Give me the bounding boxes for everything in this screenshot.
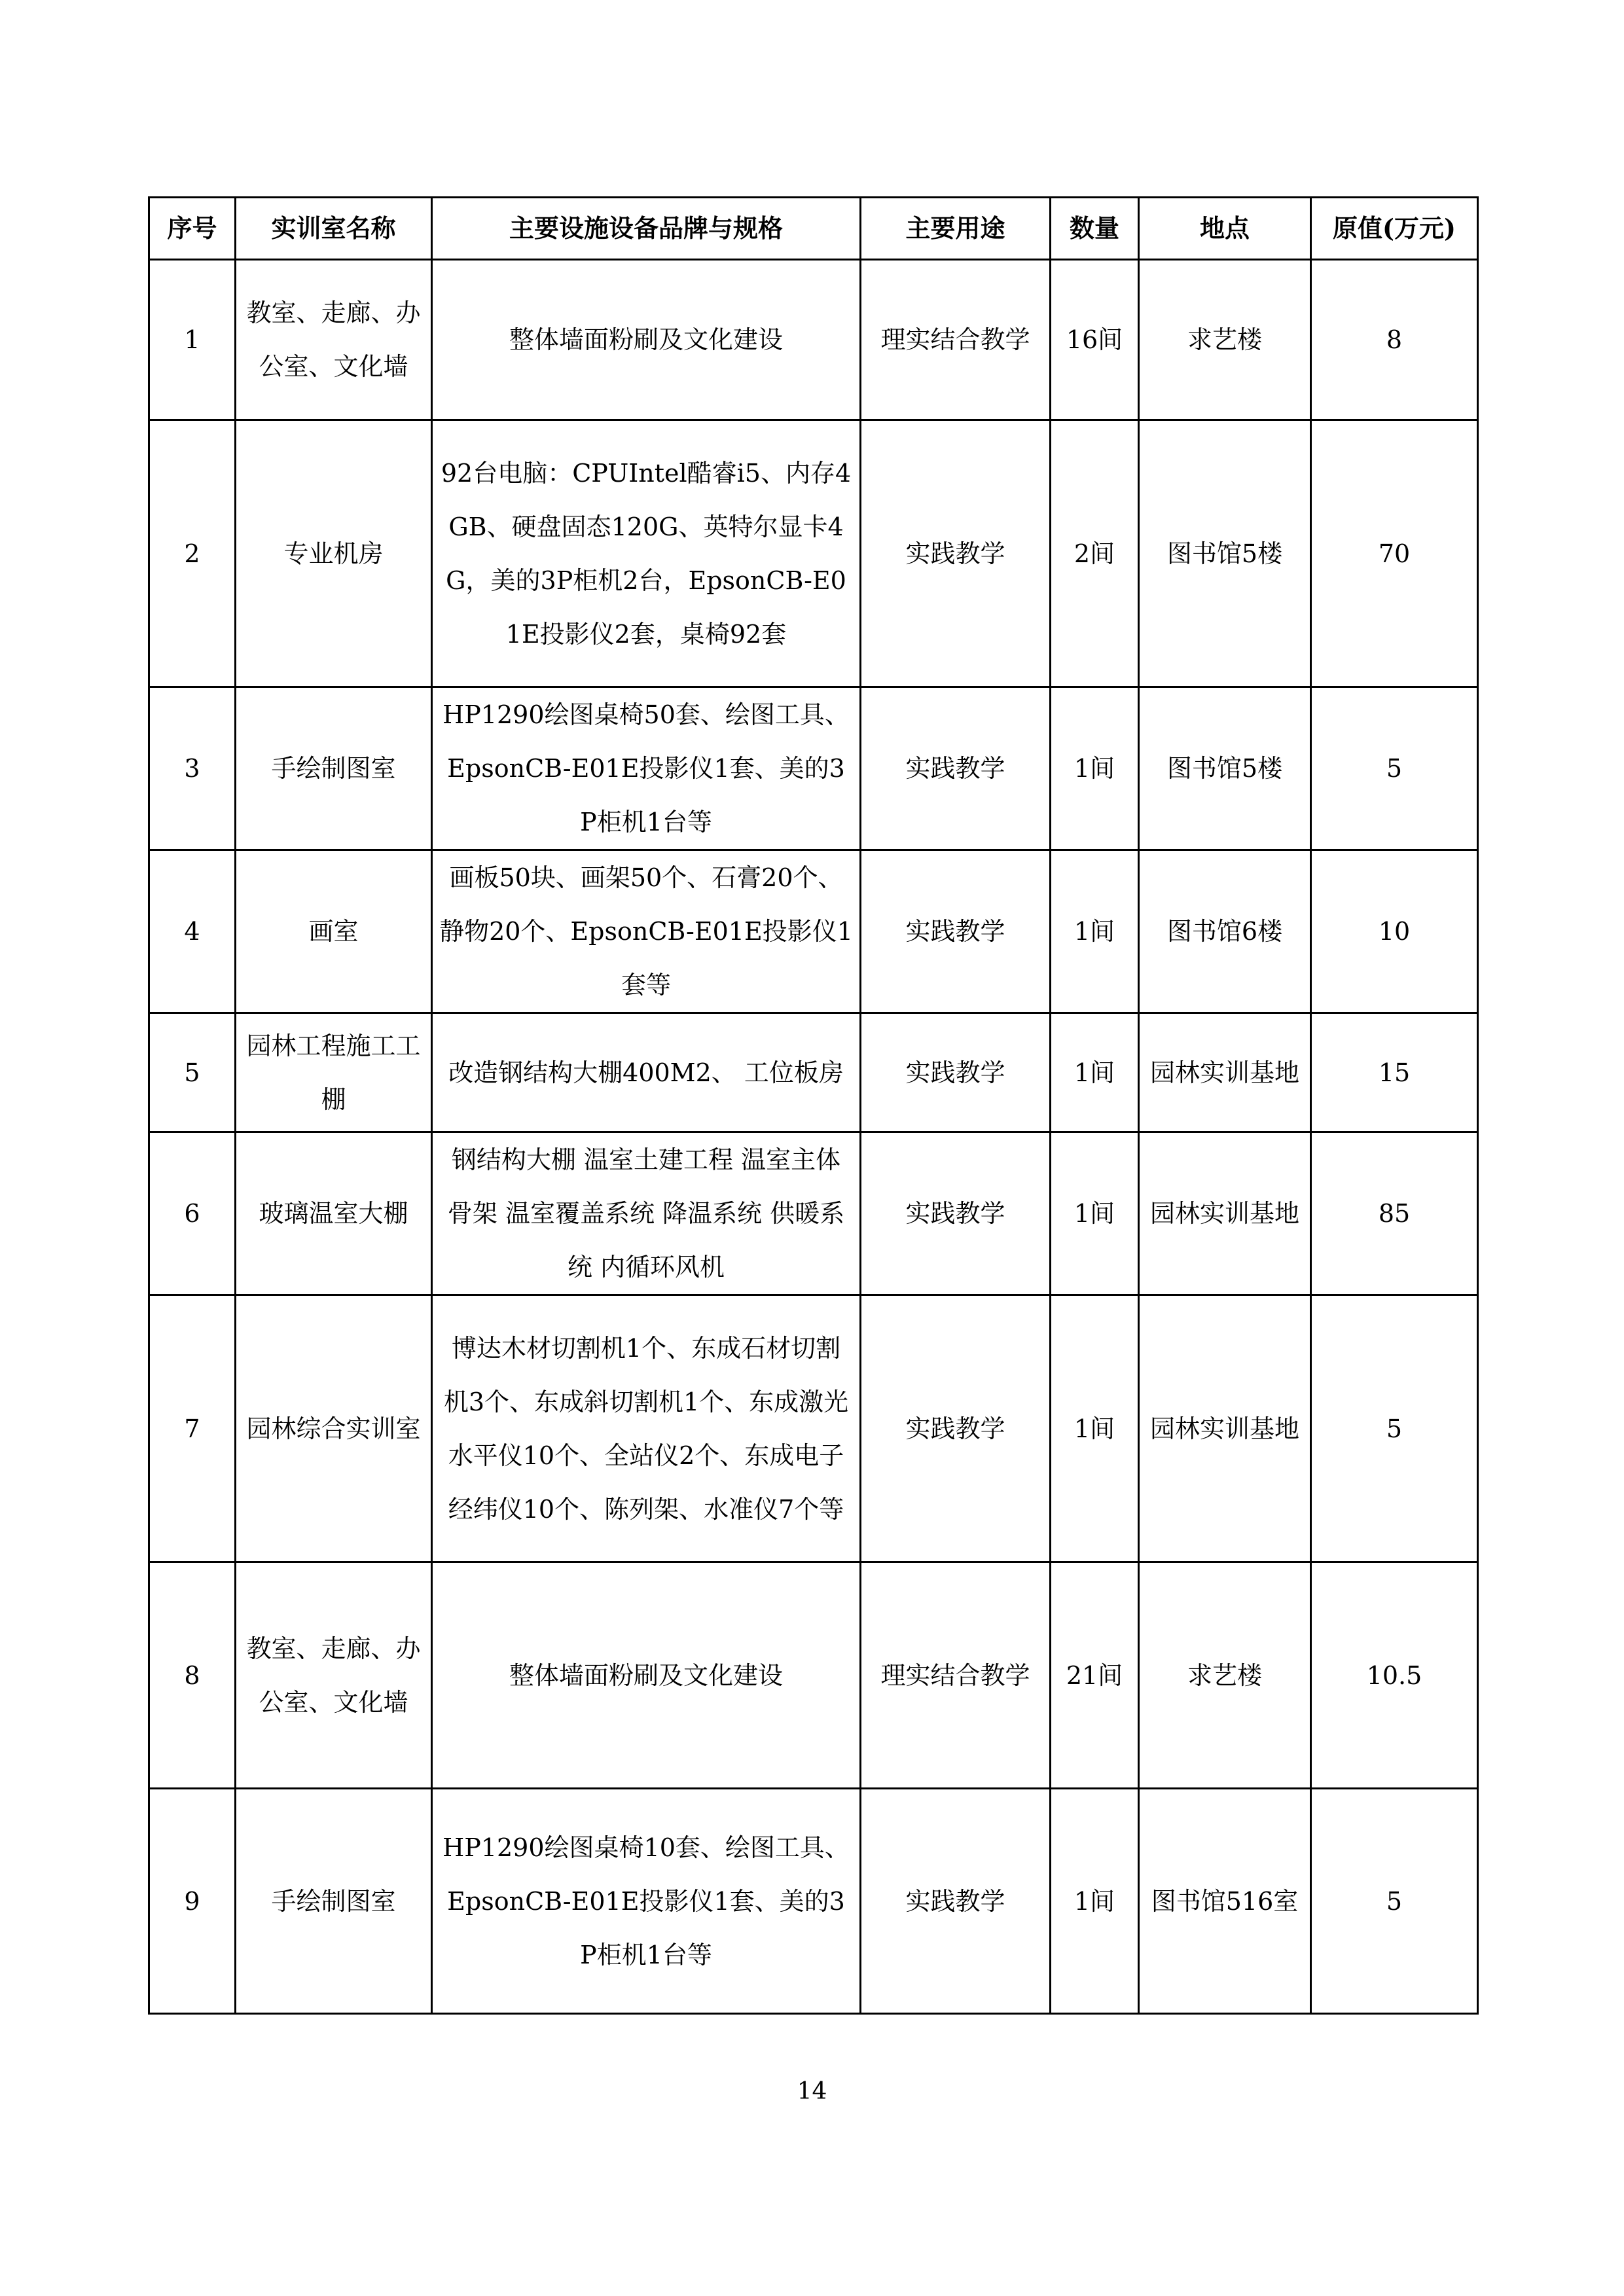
cell-purpose: 实践教学: [861, 1132, 1051, 1295]
cell-value: 5: [1311, 1789, 1478, 2014]
cell-room-name: 教室、走廊、办公室、文化墙: [236, 1562, 432, 1789]
training-room-table: [148, 196, 1479, 2015]
cell-quantity: 1间: [1051, 1789, 1139, 2014]
cell-location: 图书馆516室: [1139, 1789, 1311, 2014]
cell-no: 4: [149, 850, 236, 1013]
cell-equipment: 92台电脑：CPUIntel酷睿i5、内存4GB、硬盘固态120G、英特尔显卡4G，美的3P柜机2台，EpsonCB-E01E投影仪2套，桌椅92套: [432, 420, 861, 687]
cell-quantity: 1间: [1051, 850, 1139, 1013]
page-number: 14: [797, 2078, 827, 2105]
cell-room-name: 手绘制图室: [236, 1789, 432, 2014]
cell-equipment: 博达木材切割机1个、东成石材切割机3个、东成斜切割机1个、东成激光水平仪10个、全站仪2个、东成电子经纬仪10个、陈列架、水准仪7个等: [432, 1295, 861, 1562]
cell-room-name: 教室、走廊、办公室、文化墙: [236, 260, 432, 420]
cell-value: 10: [1311, 850, 1478, 1013]
cell-value: 10.5: [1311, 1562, 1478, 1789]
cell-quantity: 16间: [1051, 260, 1139, 420]
table-row: [149, 1295, 1478, 1562]
cell-room-name: 玻璃温室大棚: [236, 1132, 432, 1295]
table-row: [149, 1132, 1478, 1295]
cell-equipment: HP1290绘图桌椅10套、绘图工具、EpsonCB-E01E投影仪1套、美的3P柜机1台等: [432, 1789, 861, 2014]
cell-location: 图书馆5楼: [1139, 687, 1311, 850]
cell-room-name: 园林综合实训室: [236, 1295, 432, 1562]
table-row: [149, 420, 1478, 687]
cell-no: 6: [149, 1132, 236, 1295]
cell-purpose: 实践教学: [861, 1295, 1051, 1562]
table-row: [149, 1789, 1478, 2014]
cell-no: 1: [149, 260, 236, 420]
cell-purpose: 实践教学: [861, 687, 1051, 850]
cell-room-name: 画室: [236, 850, 432, 1013]
cell-value: 70: [1311, 420, 1478, 687]
header-location: 地点: [1139, 198, 1311, 260]
cell-purpose: 实践教学: [861, 850, 1051, 1013]
cell-room-name: 园林工程施工工棚: [236, 1013, 432, 1132]
cell-equipment: 整体墙面粉刷及文化建设: [432, 260, 861, 420]
cell-value: 15: [1311, 1013, 1478, 1132]
cell-equipment: 画板50块、画架50个、石膏20个、静物20个、EpsonCB-E01E投影仪1套等: [432, 850, 861, 1013]
cell-location: 图书馆5楼: [1139, 420, 1311, 687]
cell-equipment: 改造钢结构大棚400M2、 工位板房: [432, 1013, 861, 1132]
cell-location: 园林实训基地: [1139, 1295, 1311, 1562]
cell-quantity: 1间: [1051, 1013, 1139, 1132]
cell-equipment: 钢结构大棚 温室土建工程 温室主体骨架 温室覆盖系统 降温系统 供暖系统 内循环风机: [432, 1132, 861, 1295]
cell-no: 7: [149, 1295, 236, 1562]
header-no: 序号: [149, 198, 236, 260]
table-row: [149, 850, 1478, 1013]
cell-room-name: 专业机房: [236, 420, 432, 687]
cell-value: 5: [1311, 1295, 1478, 1562]
cell-purpose: 实践教学: [861, 420, 1051, 687]
header-quantity: 数量: [1051, 198, 1139, 260]
cell-quantity: 1间: [1051, 1132, 1139, 1295]
cell-room-name: 手绘制图室: [236, 687, 432, 850]
header-purpose: 主要用途: [861, 198, 1051, 260]
cell-value: 8: [1311, 260, 1478, 420]
cell-location: 园林实训基地: [1139, 1132, 1311, 1295]
header-value: 原值(万元): [1311, 198, 1478, 260]
cell-value: 85: [1311, 1132, 1478, 1295]
cell-value: 5: [1311, 687, 1478, 850]
cell-no: 3: [149, 687, 236, 850]
table-row: [149, 260, 1478, 420]
table-row: [149, 687, 1478, 850]
cell-purpose: 理实结合教学: [861, 260, 1051, 420]
cell-location: 园林实训基地: [1139, 1013, 1311, 1132]
cell-no: 9: [149, 1789, 236, 2014]
cell-purpose: 理实结合教学: [861, 1562, 1051, 1789]
cell-equipment: 整体墙面粉刷及文化建设: [432, 1562, 861, 1789]
cell-location: 求艺楼: [1139, 260, 1311, 420]
cell-equipment: HP1290绘图桌椅50套、绘图工具、EpsonCB-E01E投影仪1套、美的3P柜机1台等: [432, 687, 861, 850]
cell-quantity: 21间: [1051, 1562, 1139, 1789]
cell-no: 2: [149, 420, 236, 687]
cell-no: 8: [149, 1562, 236, 1789]
table-row: [149, 1562, 1478, 1789]
table-row: [149, 1013, 1478, 1132]
cell-location: 图书馆6楼: [1139, 850, 1311, 1013]
cell-quantity: 2间: [1051, 420, 1139, 687]
cell-no: 5: [149, 1013, 236, 1132]
cell-quantity: 1间: [1051, 1295, 1139, 1562]
cell-purpose: 实践教学: [861, 1789, 1051, 2014]
cell-quantity: 1间: [1051, 687, 1139, 850]
table-header-row: [149, 198, 1478, 260]
cell-purpose: 实践教学: [861, 1013, 1051, 1132]
cell-location: 求艺楼: [1139, 1562, 1311, 1789]
header-room-name: 实训室名称: [236, 198, 432, 260]
header-equipment: 主要设施设备品牌与规格: [432, 198, 861, 260]
